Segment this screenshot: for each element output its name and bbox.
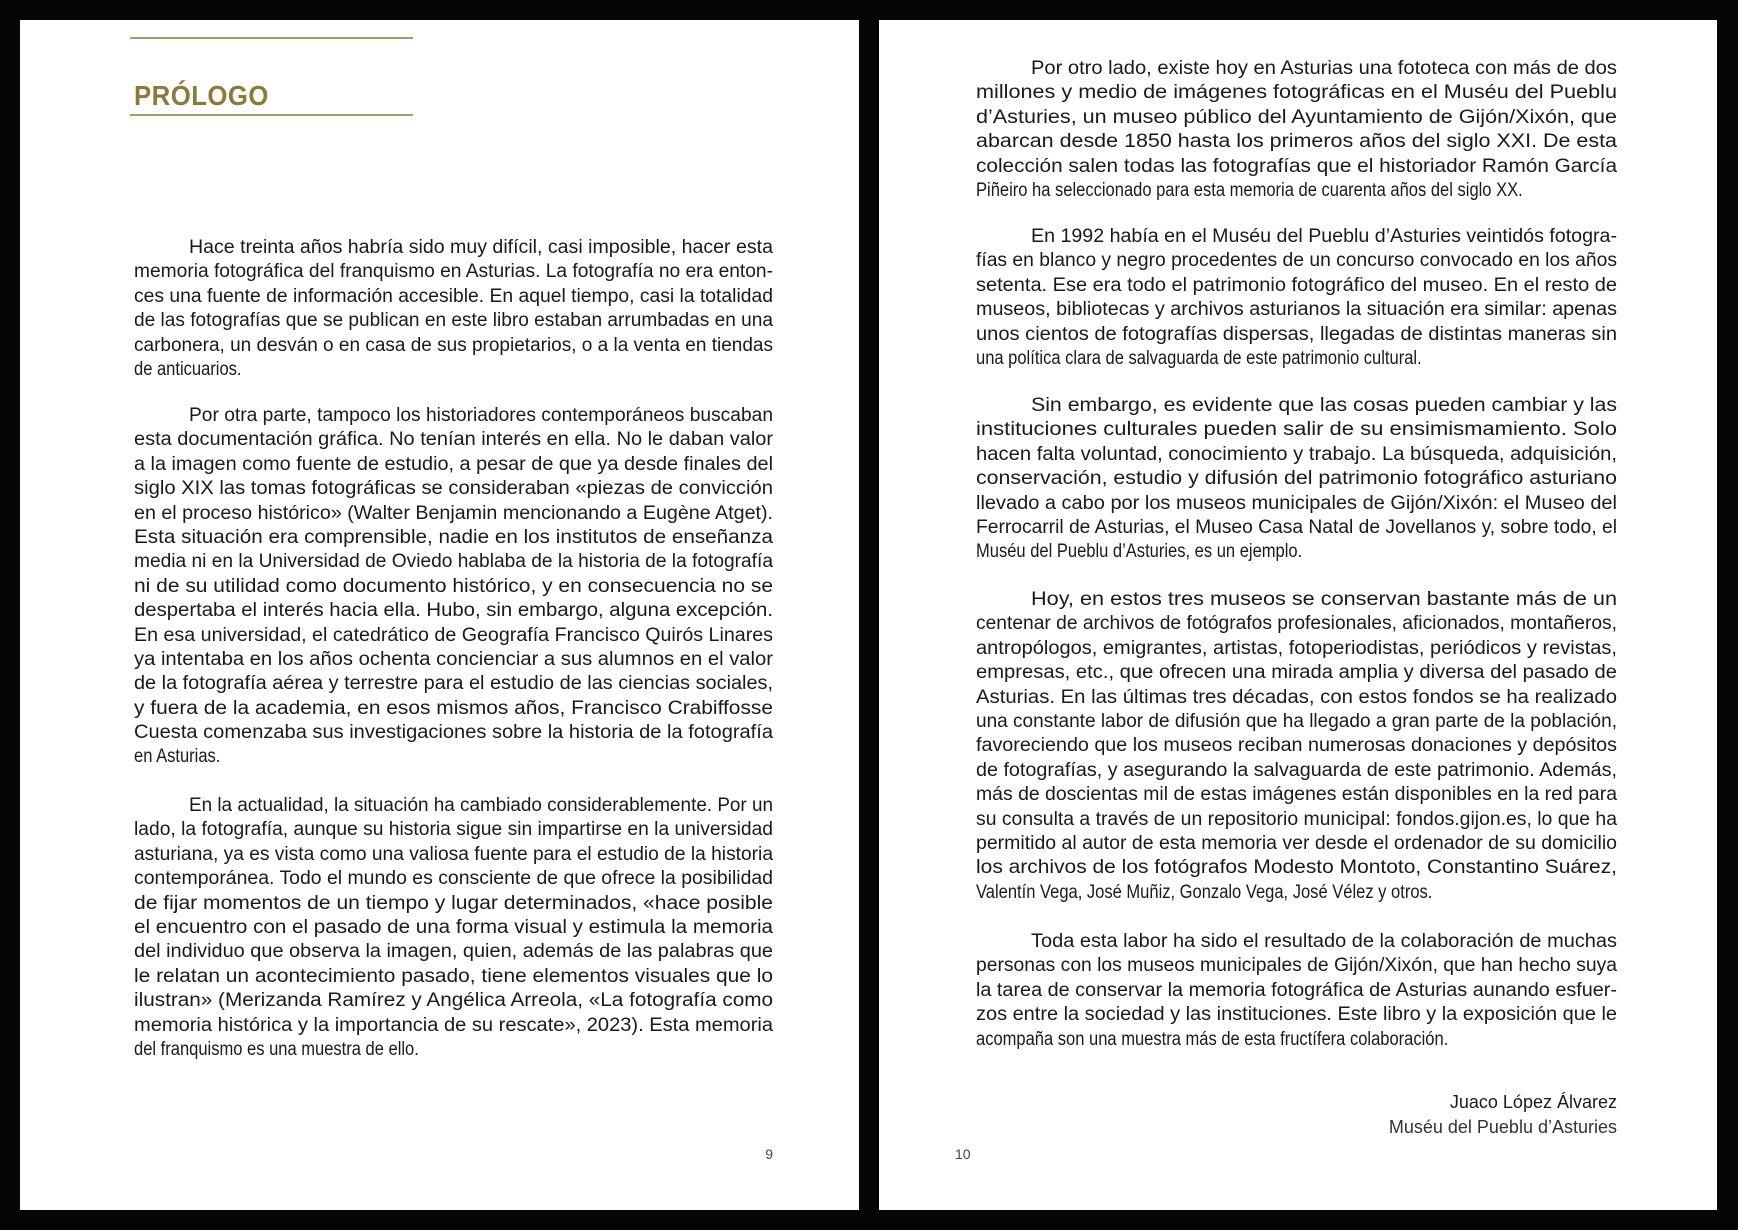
text-line-content: Hace treinta años habría sido muy difícil, casi imposible, hacer esta <box>189 237 773 258</box>
right-page <box>879 20 1717 1210</box>
text-line <box>134 309 773 333</box>
text-line <box>134 1038 773 1062</box>
text-line <box>134 1014 773 1038</box>
text-line <box>976 179 1617 203</box>
text-line <box>976 808 1617 832</box>
text-line <box>134 428 773 452</box>
text-line-content: memoria histórica y la importancia de su rescate», 2023). Esta memoria <box>134 1014 773 1036</box>
text-line <box>976 588 1617 612</box>
text-line <box>976 106 1617 130</box>
text-line-content: ces una fuente de información accesible. En aquel tiempo, casi la totalidad <box>134 285 773 307</box>
text-line <box>134 867 773 891</box>
text-line <box>976 979 1617 1003</box>
text-line <box>134 453 773 477</box>
text-line-content: de fijar momentos de un tiempo y lugar determinados, «hace posible <box>134 892 774 914</box>
text-line-content: personas con los museos municipales de Gijón/Xixón, que han hecho suya <box>976 955 1617 977</box>
text-line <box>134 404 773 428</box>
text-line-content: d’Asturies, un museo público del Ayuntamiento de Gijón/Xixón, que <box>976 106 1617 128</box>
text-line-content: Toda esta labor ha sido el resultado de la colaboración de muchas <box>1031 931 1617 952</box>
text-line <box>976 734 1617 758</box>
text-line-content: de anticuarios. <box>134 358 242 380</box>
text-line <box>976 323 1617 347</box>
left-page <box>20 20 859 1210</box>
text-line-content: Ferrocarril de Asturias, el Museo Casa Natal de Jovellanos y, sobre todo, el <box>976 516 1617 538</box>
text-line-content: Hoy, en estos tres museos se conservan bastante más de un <box>1031 589 1617 610</box>
text-line <box>976 467 1617 491</box>
text-line <box>134 550 773 574</box>
text-line-content: en Asturias. <box>134 746 221 768</box>
text-line <box>134 285 773 309</box>
page-number: 9 <box>765 1146 773 1162</box>
text-line-content: permitido al autor de esta memoria ver desde el ordenador de su domicilio <box>976 832 1617 854</box>
text-line-content: media ni en la Universidad de Oviedo hablaba de la historia de la fotografía <box>134 551 773 573</box>
text-line <box>976 155 1617 179</box>
text-line-content: Esta situación era comprensible, nadie en los institutos de enseñanza <box>134 526 773 548</box>
text-line-content: del franquismo es una muestra de ello. <box>134 1038 419 1060</box>
text-line <box>134 624 773 648</box>
paragraph <box>976 588 1617 905</box>
text-line-content: asturiana, ya es vista como una valiosa fuente para el estudio de la historia <box>134 843 773 865</box>
text-line <box>976 930 1617 954</box>
paragraph <box>976 57 1617 203</box>
text-line-content: Por otra parte, tampoco los historiadores contemporáneos buscaban <box>189 405 773 426</box>
text-line-content: una política clara de salvaguarda de este patrimonio cultural. <box>976 347 1422 369</box>
text-line-content: Piñeiro ha seleccionado para esta memoria de cuarenta años del siglo XX. <box>976 179 1523 201</box>
text-line <box>976 249 1617 273</box>
text-line-content: abarcan desde 1850 hasta los primeros años del siglo XXI. De esta <box>976 131 1617 153</box>
text-line <box>134 526 773 550</box>
heading-bottom-rule <box>130 114 413 116</box>
text-line-content: ni de su utilidad como documento histórico, y en consecuencia no se <box>134 575 773 597</box>
text-line <box>134 940 773 964</box>
text-line <box>976 130 1617 154</box>
text-line-content: esta documentación gráfica. No tenían interés en ella. No le daban valor <box>134 429 773 451</box>
paragraph <box>134 404 773 770</box>
text-line <box>976 57 1617 81</box>
text-line <box>976 81 1617 105</box>
text-line-content: carbonera, un desván o en casa de sus propietarios, o a la venta en tiendas <box>134 334 773 356</box>
text-line-content: favoreciendo que los museos reciban numerosas donaciones y depósitos <box>976 735 1617 757</box>
text-line-content: a la imagen como fuente de estudio, a pesar de que ya desde finales del <box>134 453 773 475</box>
text-line <box>134 794 773 818</box>
text-line <box>134 575 773 599</box>
text-line-content: Valentín Vega, José Muñiz, Gonzalo Vega, José Vélez y otros. <box>976 881 1433 903</box>
text-line <box>976 443 1617 467</box>
text-line <box>976 832 1617 856</box>
text-line <box>976 783 1617 807</box>
text-line <box>976 637 1617 661</box>
text-line <box>976 661 1617 685</box>
text-line <box>134 745 773 769</box>
text-line <box>134 697 773 721</box>
heading-top-rule <box>130 37 413 39</box>
text-line-content: lado, la fotografía, aunque su historia sigue sin impartirse en la universidad <box>134 819 773 841</box>
signature-institution: Muséu del Pueblu d’Asturies <box>1388 1117 1617 1137</box>
text-line <box>134 916 773 940</box>
text-line <box>976 274 1617 298</box>
text-line <box>134 843 773 867</box>
text-line-content: más de doscientas mil de estas imágenes están disponibles en la red para <box>976 784 1617 806</box>
text-line-content: Muséu del Pueblu d’Asturies, es un ejemplo. <box>976 541 1303 563</box>
text-line <box>134 989 773 1013</box>
text-line-content: su consulta a través de un repositorio municipal: fondos.gijon.es, lo que ha <box>976 808 1617 830</box>
text-line-content: del individuo que observa la imagen, quien, además de las palabras que <box>134 941 773 963</box>
text-line <box>976 759 1617 783</box>
text-line <box>976 492 1617 516</box>
text-line <box>134 892 773 916</box>
text-line-content: Por otro lado, existe hoy en Asturias una fototeca con más de dos <box>1031 58 1617 79</box>
text-line <box>134 260 773 284</box>
paragraph <box>976 930 1617 1052</box>
text-line-content: museos, bibliotecas y archivos asturianos la situación era similar: apenas <box>976 299 1617 321</box>
text-line <box>976 1028 1617 1052</box>
text-line-content: y fuera de la academia, en esos mismos años, Francisco Crabiffosse <box>134 697 773 719</box>
text-line <box>134 334 773 358</box>
text-line <box>976 1003 1617 1027</box>
text-line <box>976 540 1617 564</box>
text-line-content: instituciones culturales pueden salir de su ensimismamiento. Solo <box>976 419 1617 441</box>
text-line <box>976 516 1617 540</box>
text-line-content: Sin embargo, es evidente que las cosas pueden cambiar y las <box>1031 395 1617 416</box>
text-line-content: setenta. Ese era todo el patrimonio fotográfico del museo. En el resto de <box>976 274 1617 296</box>
text-line-content: la tarea de conservar la memoria fotográfica de Asturias aunando esfuer- <box>976 979 1617 1001</box>
text-line <box>976 394 1617 418</box>
text-line-content: los archivos de los fotógrafos Modesto Montoto, Constantino Suárez, <box>976 857 1617 879</box>
text-line <box>976 856 1617 880</box>
text-line <box>976 225 1617 249</box>
paragraph <box>976 225 1617 371</box>
text-line-content: Asturias. En las últimas tres décadas, con estos fondos se ha realizado <box>976 686 1617 708</box>
text-line-content: centenar de archivos de fotógrafos profesionales, aficionados, montañeros, <box>976 613 1617 635</box>
text-line-content: en el proceso histórico» (Walter Benjamin mencionando a Eugène Atget). <box>134 502 773 524</box>
text-line-content: de fotografías, y asegurando la salvaguarda de este patrimonio. Además, <box>976 759 1617 781</box>
text-line <box>134 477 773 501</box>
text-line-content: memoria fotográfica del franquismo en Asturias. La fotografía no era enton- <box>134 261 773 283</box>
text-line <box>976 298 1617 322</box>
signature-author: Juaco López Álvarez <box>1449 1092 1617 1112</box>
text-line-content: siglo XIX las tomas fotográficas se consideraban «piezas de convicción <box>134 478 773 500</box>
text-line-content: Cuesta comenzaba sus investigaciones sobre la historia de la fotografía <box>134 722 773 744</box>
text-line <box>134 358 773 382</box>
text-line-content: de las fotografías que se publican en este libro estaban arrumbadas en una <box>134 310 773 332</box>
text-line-content: hacen falta voluntad, conocimiento y trabajo. La búsqueda, adquisición, <box>976 443 1617 465</box>
text-line-content: le relatan un acontecimiento pasado, tiene elementos visuales que lo <box>134 965 774 987</box>
text-line-content: el encuentro con el pasado de una forma visual y estimula la memoria <box>134 916 773 938</box>
page-heading: PRÓLOGO <box>134 80 269 111</box>
text-line <box>134 965 773 989</box>
text-line-content: En esa universidad, el catedrático de Geografía Francisco Quirós Linares <box>134 624 773 646</box>
text-line-content: empresas, etc., que ofrecen una mirada amplia y diversa del pasado de <box>976 662 1617 684</box>
text-line <box>134 236 773 260</box>
text-line-content: zos entre la sociedad y las instituciones. Este libro y la exposición que le <box>976 1004 1617 1026</box>
text-line-content: En la actualidad, la situación ha cambiado considerablemente. Por un <box>189 795 773 816</box>
text-line-content: colección salen todas las fotografías que el historiador Ramón García <box>976 155 1617 177</box>
text-line <box>976 612 1617 636</box>
text-line-content: de la fotografía aérea y terrestre para el estudio de las ciencias sociales, <box>134 673 773 695</box>
text-line-content: millones y medio de imágenes fotográficas en el Muséu del Pueblu <box>976 82 1617 104</box>
page-number: 10 <box>955 1146 971 1162</box>
paragraph <box>976 394 1617 565</box>
text-line <box>134 672 773 696</box>
text-line <box>976 418 1617 442</box>
text-line-content: acompaña son una muestra más de esta fructífera colaboración. <box>976 1028 1449 1050</box>
text-line-content: llevado a cabo por los museos municipales de Gijón/Xixón: el Museo del <box>976 492 1617 514</box>
text-line-content: En 1992 había en el Muséu del Pueblu d’Asturies veintidós fotogra- <box>1031 226 1617 247</box>
text-line-content: ya intentaba en los años ochenta concienciar a sus alumnos en el valor <box>134 648 774 670</box>
text-line <box>976 881 1617 905</box>
text-line <box>976 710 1617 734</box>
text-line <box>134 648 773 672</box>
text-line <box>134 502 773 526</box>
text-line-content: antropólogos, emigrantes, artistas, fotoperiodistas, periódicos y revistas, <box>976 637 1617 659</box>
paragraph <box>134 236 773 382</box>
text-line-content: fías en blanco y negro procedentes de un concurso convocado en los años <box>976 250 1617 272</box>
text-line-content: despertaba el interés hacia ella. Hubo, sin embargo, alguna excepción. <box>134 600 773 622</box>
text-line <box>134 599 773 623</box>
text-line-content: contemporánea. Todo el mundo es consciente de que ofrece la posibilidad <box>134 868 773 890</box>
text-line-content: unos cientos de fotografías dispersas, llegadas de distintas maneras sin <box>976 323 1617 345</box>
text-line <box>976 347 1617 371</box>
text-line <box>976 954 1617 978</box>
text-line-content: ilustran» (Merizanda Ramírez y Angélica Arreola, «La fotografía como <box>134 990 773 1012</box>
text-line <box>976 686 1617 710</box>
paragraph <box>134 794 773 1062</box>
text-line-content: una constante labor de difusión que ha llegado a gran parte de la población, <box>976 710 1617 732</box>
text-line-content: conservación, estudio y difusión del patrimonio fotográfico asturiano <box>976 468 1617 490</box>
text-line <box>134 721 773 745</box>
text-line <box>134 818 773 842</box>
